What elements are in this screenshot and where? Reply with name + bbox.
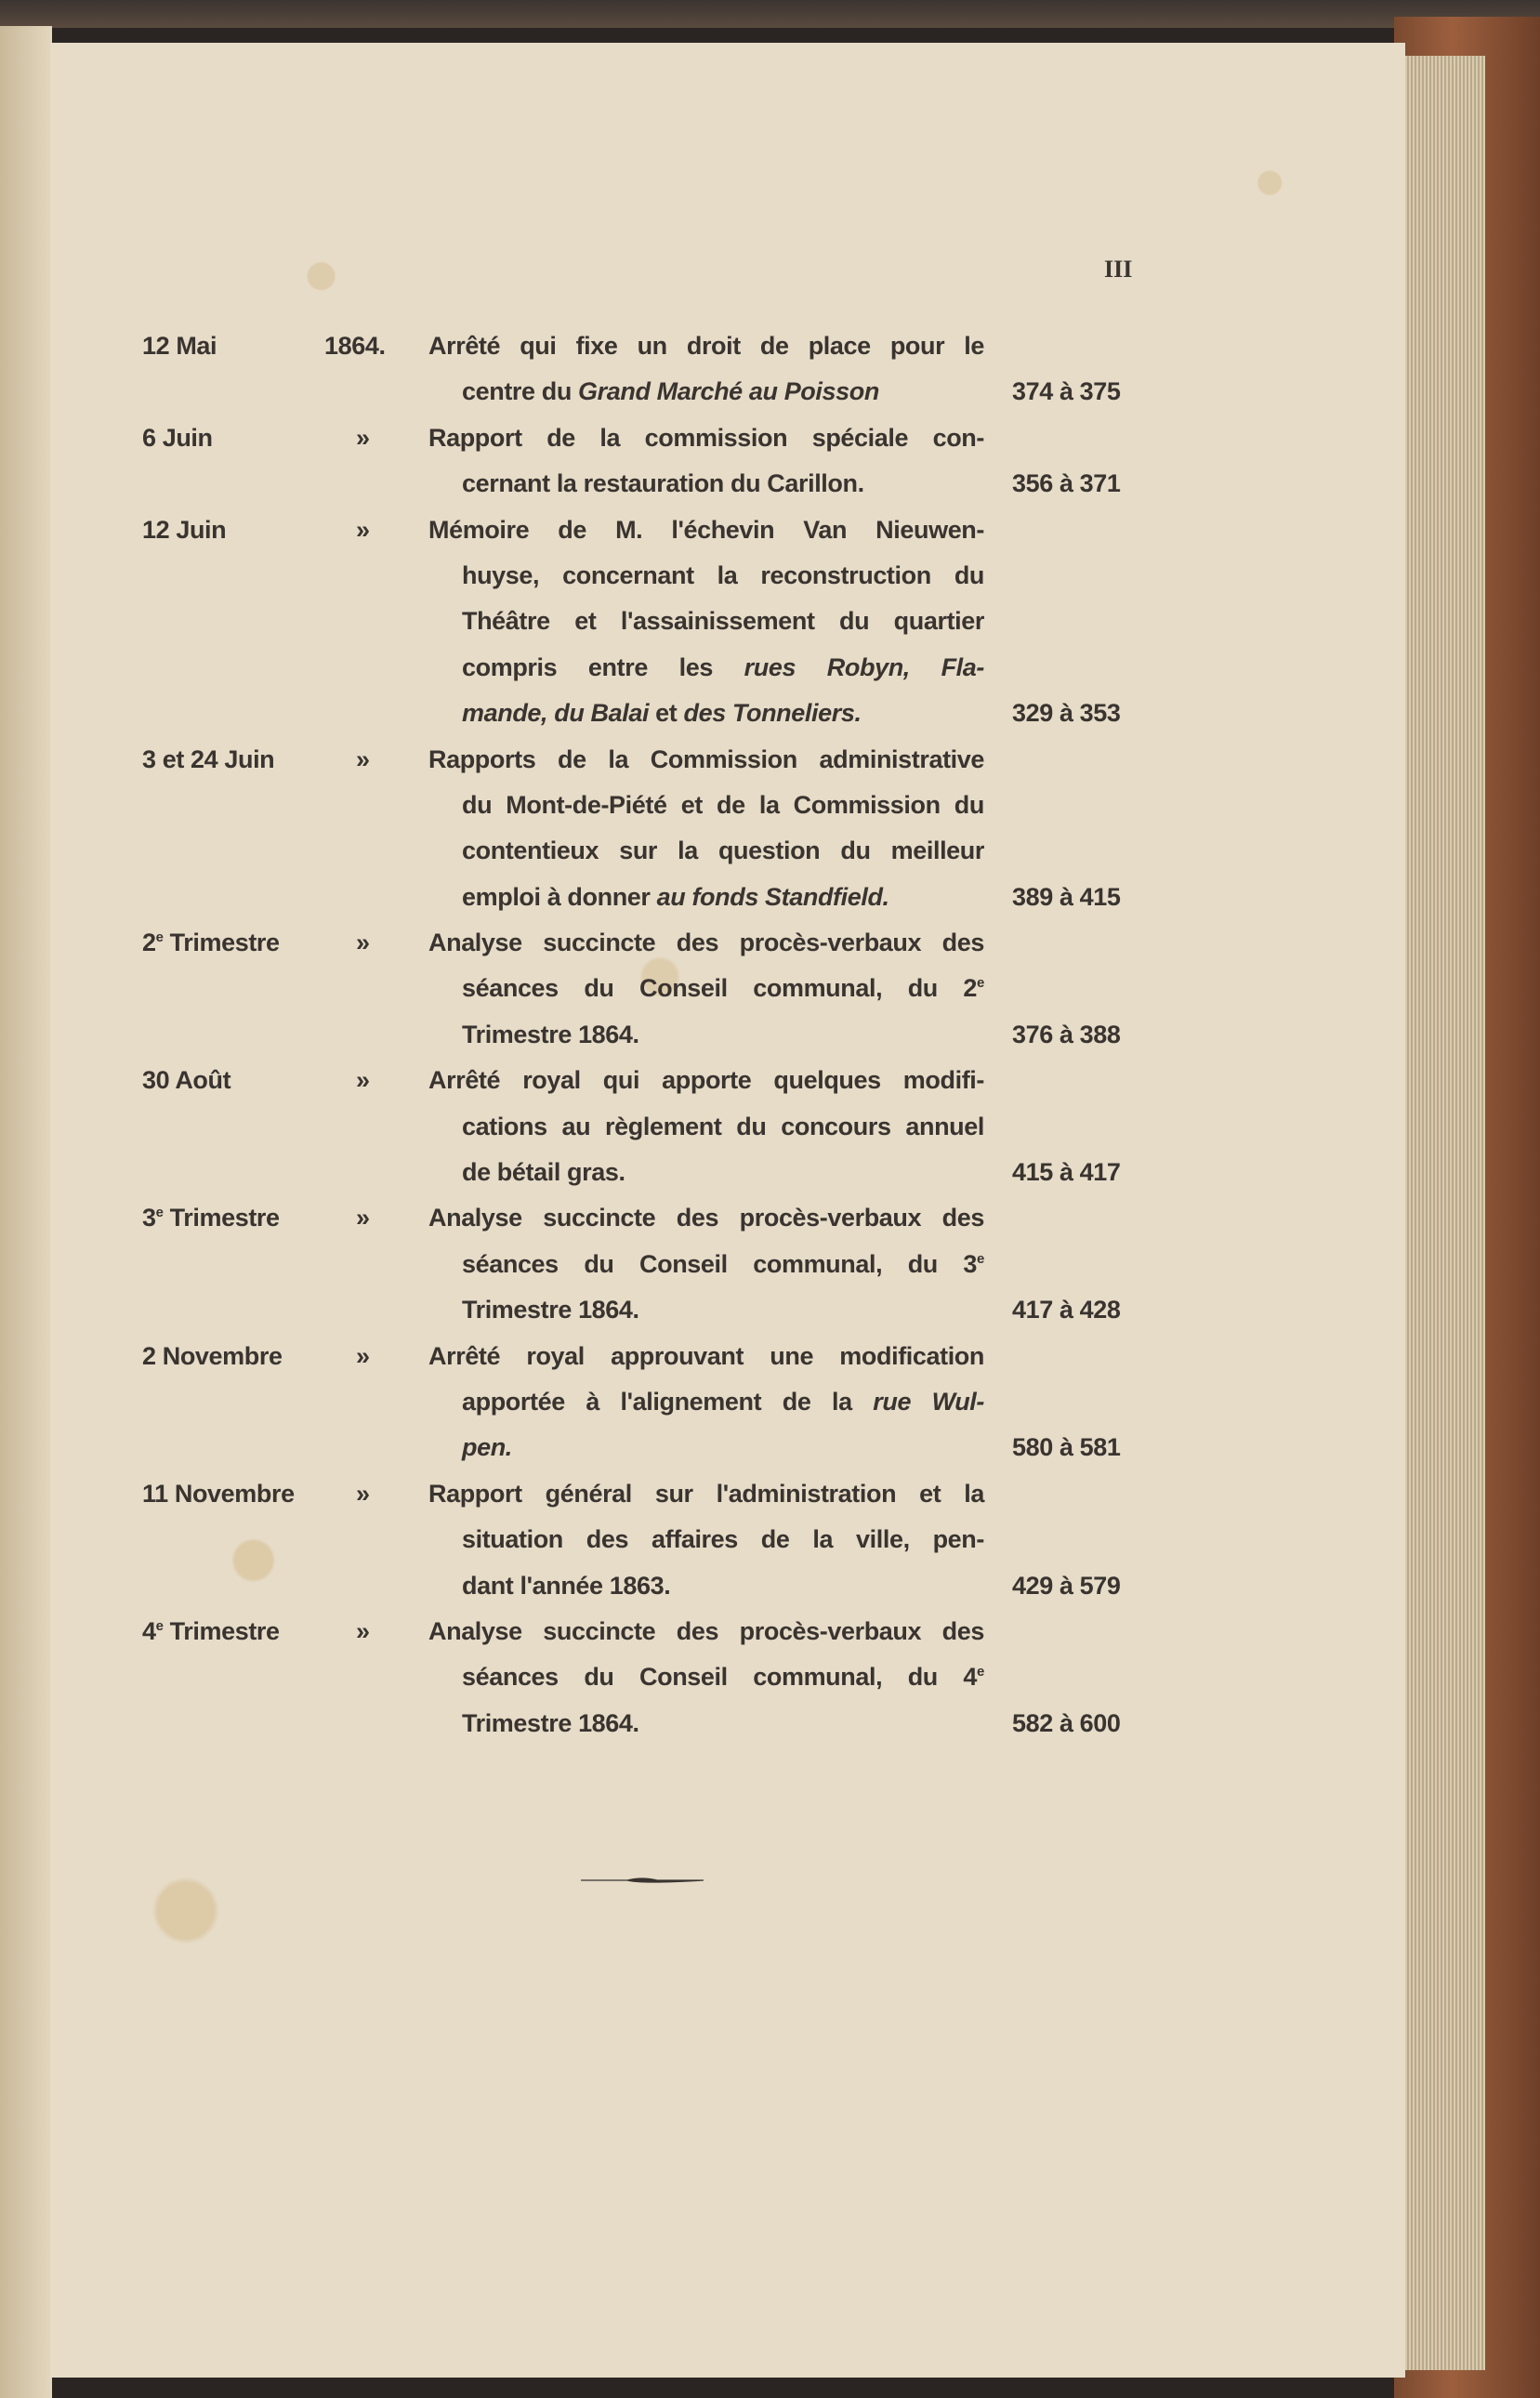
index-entry: [142, 1471, 1146, 1609]
date-text: 4: [142, 1616, 156, 1645]
entry-line: [142, 920, 1146, 966]
text-segment: du Mont-de-Piété et de la Commission du: [462, 790, 984, 819]
text-segment: Rapport de la commission spéciale con-: [428, 423, 984, 452]
entry-text: [462, 461, 984, 507]
entry-date: [142, 737, 274, 783]
date-text: 6 Juin: [142, 423, 213, 452]
text-segment: Rapports de la Commission administrative: [428, 744, 984, 773]
entry-text: [462, 1150, 984, 1195]
text-segment: Analyse succincte des procès-verbaux des: [428, 1204, 984, 1232]
index-entry: [142, 1058, 1146, 1195]
entry-text: [462, 553, 984, 599]
entry-line: [142, 783, 1146, 828]
entry-text: [428, 1609, 984, 1654]
date-text-rest: Trimestre: [163, 1616, 280, 1645]
entry-line: [142, 645, 1146, 691]
ditto-mark: »: [356, 1341, 370, 1370]
entry-year: 1864.: [324, 332, 386, 360]
index-entry: [142, 507, 1146, 737]
ditto-mark: »: [356, 929, 370, 957]
page-range: 329 à 353: [1012, 699, 1121, 728]
entry-line: [142, 1150, 1146, 1195]
entry-text: [428, 507, 984, 553]
text-segment: cernant la restauration du Carillon.: [462, 469, 864, 498]
date-text: 11 Novembre: [142, 1479, 295, 1508]
entry-text: [462, 1287, 984, 1333]
text-segment: Trimestre 1864.: [462, 1020, 639, 1048]
date-text: 2 Novembre: [142, 1341, 283, 1370]
entry-date: [142, 1058, 230, 1103]
text-segment: situation des affaires de la ville, pen-: [462, 1525, 984, 1554]
entry-text: [462, 599, 984, 644]
entry-text: [428, 1195, 984, 1241]
entry-line: [142, 875, 1146, 920]
entry-line: [142, 1058, 1146, 1103]
entry-text: [462, 1012, 984, 1058]
ditto-mark: »: [356, 1204, 370, 1232]
entry-text: [462, 875, 984, 920]
index-entry: [142, 323, 1146, 415]
entry-line: [142, 737, 1146, 783]
date-text: 3 et 24 Juin: [142, 744, 275, 773]
entry-text: [428, 1334, 984, 1379]
entry-text: [462, 783, 984, 828]
text-segment: Arrêté royal approuvant une modification: [428, 1341, 984, 1370]
text-segment: Rapport général sur l'administration et la: [428, 1479, 984, 1508]
entry-text: [462, 1563, 984, 1609]
entry-line: [142, 461, 1146, 507]
ditto-mark: »: [356, 1066, 370, 1095]
entry-line: [142, 828, 1146, 874]
text-segment: séances du Conseil communal, du 2: [462, 974, 978, 1003]
entry-text: [428, 415, 984, 461]
italic-text: rues Robyn, Fla-: [744, 652, 984, 681]
entry-line: [142, 507, 1146, 553]
date-superscript: e: [155, 929, 164, 946]
scan-background-top: [0, 0, 1540, 28]
text-segment: de bétail gras.: [462, 1158, 625, 1187]
page-edges: [1402, 56, 1485, 2370]
entry-line: [142, 1287, 1146, 1333]
entry-line: [142, 1563, 1146, 1609]
entry-date: [142, 1609, 280, 1654]
entry-date: [142, 323, 217, 369]
date-text: 3: [142, 1204, 156, 1232]
entry-text: [462, 966, 984, 1011]
entry-text: [462, 1425, 984, 1470]
entry-text: [428, 323, 984, 369]
entry-date: [142, 1334, 283, 1379]
index-entry: [142, 737, 1146, 921]
entry-date: [142, 920, 280, 966]
text-segment: e: [977, 975, 984, 992]
text-segment: contentieux sur la question du meilleur: [462, 837, 984, 865]
text-segment: séances du Conseil communal, du 4: [462, 1663, 978, 1692]
page-range: 582 à 600: [1012, 1708, 1121, 1737]
entry-date: [142, 1195, 280, 1241]
text-segment: centre du: [462, 377, 579, 406]
text-segment: compris entre les: [462, 652, 744, 681]
text-segment: Arrêté royal qui apporte quelques modifi-: [428, 1066, 984, 1095]
index-entry: [142, 1609, 1146, 1746]
entry-line: [142, 1701, 1146, 1746]
entry-line: [142, 1379, 1146, 1425]
entry-text: [428, 1058, 984, 1103]
text-segment: e: [977, 1250, 984, 1267]
text-segment: Théâtre et l'assainissement du quartier: [462, 607, 984, 636]
entry-text: [462, 1379, 984, 1425]
entry-date: [142, 507, 226, 553]
entry-text: [462, 1242, 984, 1287]
entry-line: [142, 1104, 1146, 1150]
text-segment: huyse, concernant la reconstruction du: [462, 560, 984, 589]
text-segment: e: [977, 1664, 984, 1680]
date-text: 2: [142, 929, 156, 957]
index-entry: [142, 415, 1146, 507]
italic-text: mande, du Balai: [462, 699, 650, 728]
entry-line: [142, 1609, 1146, 1654]
entry-text: [428, 1471, 984, 1517]
page-range: 580 à 581: [1012, 1433, 1121, 1462]
entry-date: [142, 1471, 295, 1517]
text-segment: emploi à donner: [462, 882, 657, 911]
date-text-rest: Trimestre: [163, 1204, 280, 1232]
italic-text: Grand Marché au Poisson: [578, 377, 879, 406]
entry-text: [462, 1701, 984, 1746]
ditto-mark: »: [356, 744, 370, 773]
entry-line: [142, 323, 1146, 369]
italic-text: pen.: [462, 1433, 512, 1462]
entry-line: [142, 1517, 1146, 1562]
entry-text: [428, 920, 984, 966]
entry-text: [462, 1104, 984, 1150]
ornament-divider: [581, 1876, 704, 1885]
italic-text: des Tonneliers.: [683, 699, 862, 728]
entry-text: [462, 691, 984, 736]
page-range: 376 à 388: [1012, 1020, 1121, 1048]
text-segment: Trimestre 1864.: [462, 1708, 639, 1737]
entry-line: [142, 1471, 1146, 1517]
date-text: 12 Juin: [142, 515, 227, 544]
text-segment: Arrêté qui fixe un droit de place pour le: [428, 332, 984, 360]
text-segment: dant l'année 1863.: [462, 1571, 671, 1600]
entry-line: [142, 1654, 1146, 1700]
entry-text: [428, 737, 984, 783]
entry-text: [462, 1517, 984, 1562]
facing-page-edge: [0, 26, 52, 2398]
ditto-mark: »: [356, 1616, 370, 1645]
entry-line: [142, 369, 1146, 415]
text-segment: Mémoire de M. l'échevin Van Nieuwen-: [428, 515, 984, 544]
date-superscript: e: [155, 1617, 164, 1634]
page-range: 415 à 417: [1012, 1158, 1121, 1187]
page-range: 374 à 375: [1012, 377, 1121, 406]
entry-text: [462, 828, 984, 874]
entry-text: [462, 1654, 984, 1700]
page-range: 417 à 428: [1012, 1296, 1121, 1324]
entry-line: [142, 415, 1146, 461]
entry-line: [142, 1012, 1146, 1058]
entry-line: [142, 966, 1146, 1011]
entry-date: [142, 415, 213, 461]
entry-line: [142, 553, 1146, 599]
page-number: III: [1104, 256, 1133, 283]
text-segment: Analyse succincte des procès-verbaux des: [428, 929, 984, 957]
page-range: 389 à 415: [1012, 882, 1121, 911]
entry-line: [142, 691, 1146, 736]
text-segment: séances du Conseil communal, du 3: [462, 1249, 978, 1278]
entry-line: [142, 1195, 1146, 1241]
page-range: 429 à 579: [1012, 1571, 1121, 1600]
index-entry: [142, 1195, 1146, 1333]
page-range: 356 à 371: [1012, 469, 1121, 498]
date-superscript: e: [155, 1205, 164, 1221]
index-entry: [142, 920, 1146, 1058]
text-segment: et: [649, 699, 684, 728]
entry-line: [142, 599, 1146, 644]
text-segment: Analyse succincte des procès-verbaux des: [428, 1616, 984, 1645]
ditto-mark: »: [356, 1479, 370, 1508]
italic-text: rue Wul-: [873, 1387, 984, 1416]
entry-line: [142, 1334, 1146, 1379]
entry-line: [142, 1242, 1146, 1287]
date-text: 12 Mai: [142, 332, 217, 360]
text-segment: apportée à l'alignement de la: [462, 1387, 874, 1416]
text-segment: cations au règlement du concours annuel: [462, 1112, 984, 1140]
date-text-rest: Trimestre: [163, 929, 280, 957]
text-segment: Trimestre 1864.: [462, 1296, 639, 1324]
date-text: 30 Août: [142, 1066, 231, 1095]
entry-text: [462, 369, 984, 415]
index-entries: [142, 323, 1146, 1746]
ditto-mark: »: [356, 423, 370, 452]
entry-text: [462, 645, 984, 691]
entry-line: [142, 1425, 1146, 1470]
index-entry: [142, 1334, 1146, 1471]
ditto-mark: »: [356, 515, 370, 544]
italic-text: au fonds Standfield.: [656, 882, 889, 911]
